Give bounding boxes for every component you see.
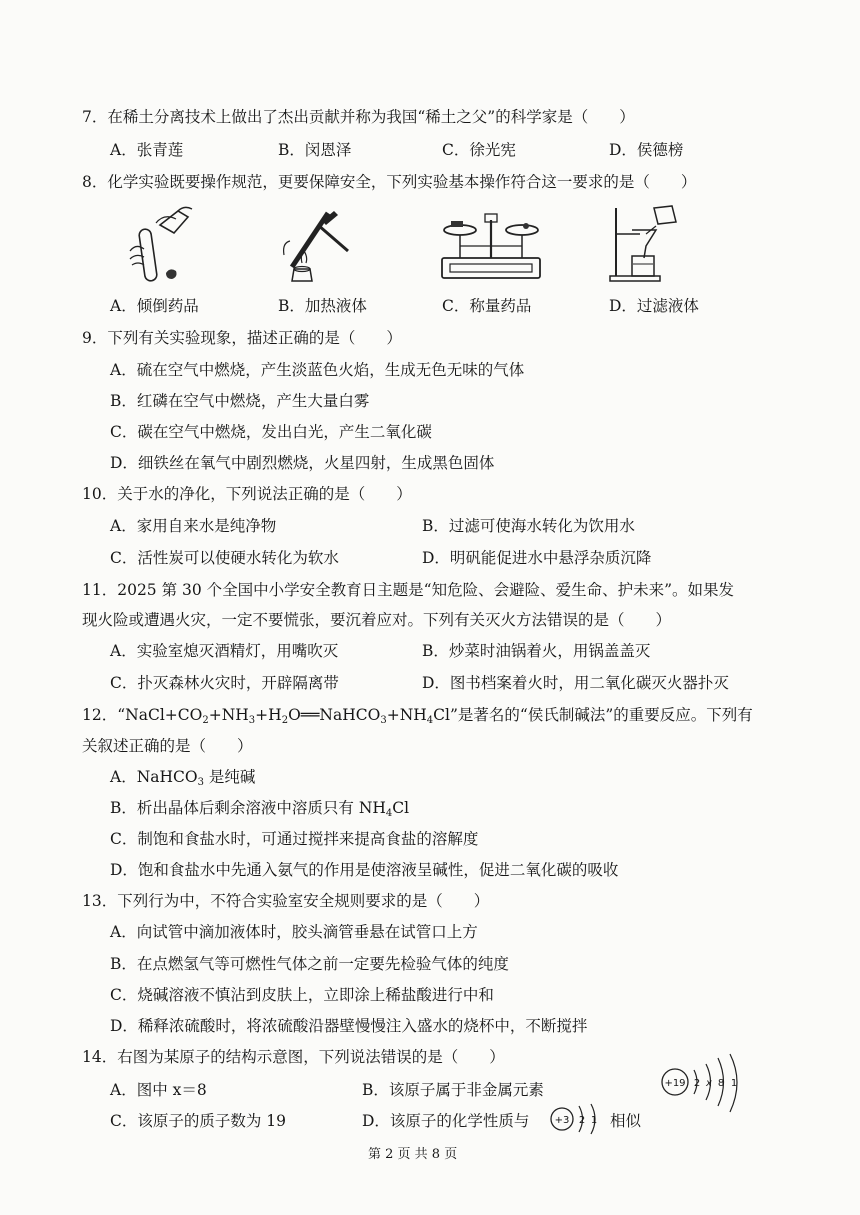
lithium-atom-diagram [548,1102,608,1136]
q8-option-a: A．倾倒药品 [110,297,199,315]
q12-number: 12． [82,706,118,724]
atom-small-shell1: 2 [578,1115,586,1126]
q14-option-a: A．图中 x＝8 [110,1081,207,1099]
q12-option-c: C．制饱和食盐水时，可通过搅拌来提高食盐的溶解度 [110,830,479,848]
atom-small-shell2: 1 [590,1115,598,1126]
q9-stem: 9．下列有关实验现象，描述正确的是（ ） [82,329,402,347]
q12-eq-sub: 4 [426,715,434,726]
q9-option-a: A．硫在空气中燃烧，产生淡蓝色火焰，生成无色无味的气体 [110,361,525,379]
q14-option-c: C．该原子的质子数为 19 [110,1112,287,1130]
q9-option-d: D．细铁丝在氧气中剧烈燃烧，火星四射，生成黑色固体 [110,454,495,472]
q11-option-a: A．实验室熄灭酒精灯，用嘴吹灭 [110,642,339,660]
q7-option-a: A．张青莲 [110,141,184,159]
q12-eq-part: +NH [386,706,427,724]
q12-eq-part: +NH [208,706,249,724]
q14-option-d [362,1111,529,1131]
q10-option-b: B．过滤可使海水转化为饮用水 [422,517,635,535]
q11-option-c: C．扑灭森林火灾时，开辟隔离带 [110,674,339,692]
q12-eq-sub: 2 [202,715,209,726]
q8-option-b: B．加热液体 [278,297,367,315]
q11-stem-line2: 现火险或遭遇火灾，一定不要慌张，要沉着应对。下列有关灭火方法错误的是（ ） [82,611,672,629]
atom-big-shell1: 2 [693,1078,701,1089]
q9-option-b: B．红磷在空气中燃烧，产生大量白雾 [110,392,370,410]
q9-option-c: C．碳在空气中燃烧，发出白光，产生二氧化碳 [110,423,432,441]
q14-stem: 14．右图为某原子的结构示意图，下列说法错误的是（ ） [82,1048,505,1066]
q12-eq-sub: 3 [248,715,256,726]
atom-small-nucleus: +3 [554,1115,570,1126]
q12-eq-part: O══NaHCO [288,706,381,724]
q8-option-d: D．过滤液体 [609,297,699,315]
atom-big-shell3: 8 [717,1078,725,1089]
q10-option-d: D．明矾能促进水中悬浮杂质沉降 [422,549,652,567]
q12-option-b: B．析出晶体后剩余溶液中溶质只有 $NH_4Cl$ [110,799,410,819]
q12-stem-line2: 关叙述正确的是（ ） [82,737,253,755]
q13-option-d: D．稀释浓硫酸时，将浓硫酸沿器壁慢慢注入盛水的烧杯中，不断搅拌 [110,1017,588,1035]
q12-eq-sub: 3 [380,715,387,726]
q12-eq-sub: 2 [281,715,289,726]
q10-stem: 10．关于水的净化，下列说法正确的是（ ） [82,485,412,503]
q11-option-b: B．炒菜时油锅着火，用锅盖盖灭 [422,642,651,660]
q12-eq-part: +H [255,706,282,724]
pouring-reagent-figure [120,203,200,287]
balance-figure [436,206,546,284]
q7-option-b: B．闵恩泽 [278,141,352,159]
q11-stem-line1: 11．2025 第 30 个全国中小学安全教育日主题是“知危险、会避险、爱生命、护未来”。如果发 [82,581,735,599]
q13-option-a: A．向试管中滴加液体时，胶头滴管垂悬在试管口上方 [110,923,478,941]
heating-liquid-figure [278,203,356,287]
q12-option-d: D．饱和食盐水中先通入氨气的作用是使溶液呈碱性，促进二氧化碳的吸收 [110,861,619,879]
atom-big-shell2: x [706,1078,712,1089]
q7-stem: 7．在稀土分离技术上做出了杰出贡献并称为我国“稀土之父”的科学家是（ ） [82,108,635,126]
q8-option-c: C．称量药品 [442,297,532,315]
q12-stem-line1 [82,705,753,731]
potassium-atom-diagram [658,1052,756,1124]
q8-stem: 8．化学实验既要操作规范，更要保障安全，下列实验基本操作符合这一要求的是（ ） [82,173,697,191]
page-footer: 第 2 页 共 8 页 [368,1147,458,1162]
atom-big-nucleus: +19 [664,1078,686,1089]
q10-option-c: C．活性炭可以使硬水转化为软水 [110,549,339,567]
q12-eq-part: Cl”是著名的“侯氏制碱法”的重要反应。下列有 [433,706,753,724]
filtration-figure [606,200,688,284]
atom-big-shell4: 1 [730,1078,738,1089]
q14-option-d-prefix: D．该原子的化学性质与 [362,1112,530,1130]
q14-option-d-suffix: 相似 [610,1112,642,1130]
q12-option-a: A．NaHCO$_3$ 是纯碱 [110,768,256,788]
q13-option-b: B．在点燃氢气等可燃性气体之前一定要先检验气体的纯度 [110,955,509,973]
q7-option-d: D．侯德榜 [609,141,684,159]
q14-option-b: B．该原子属于非金属元素 [362,1081,544,1099]
q10-option-a: A．家用自来水是纯净物 [110,517,277,535]
q7-option-c: C．徐光宪 [442,141,516,159]
q13-option-c: C．烧碱溶液不慎沾到皮肤上，立即涂上稀盐酸进行中和 [110,986,494,1004]
q12-eq-part: “NaCl+CO [117,706,203,724]
q13-stem: 13．下列行为中，不符合实验室安全规则要求的是（ ） [82,892,490,910]
q11-option-d: D．图书档案着火时，用二氧化碳灭火器扑灭 [422,674,729,692]
